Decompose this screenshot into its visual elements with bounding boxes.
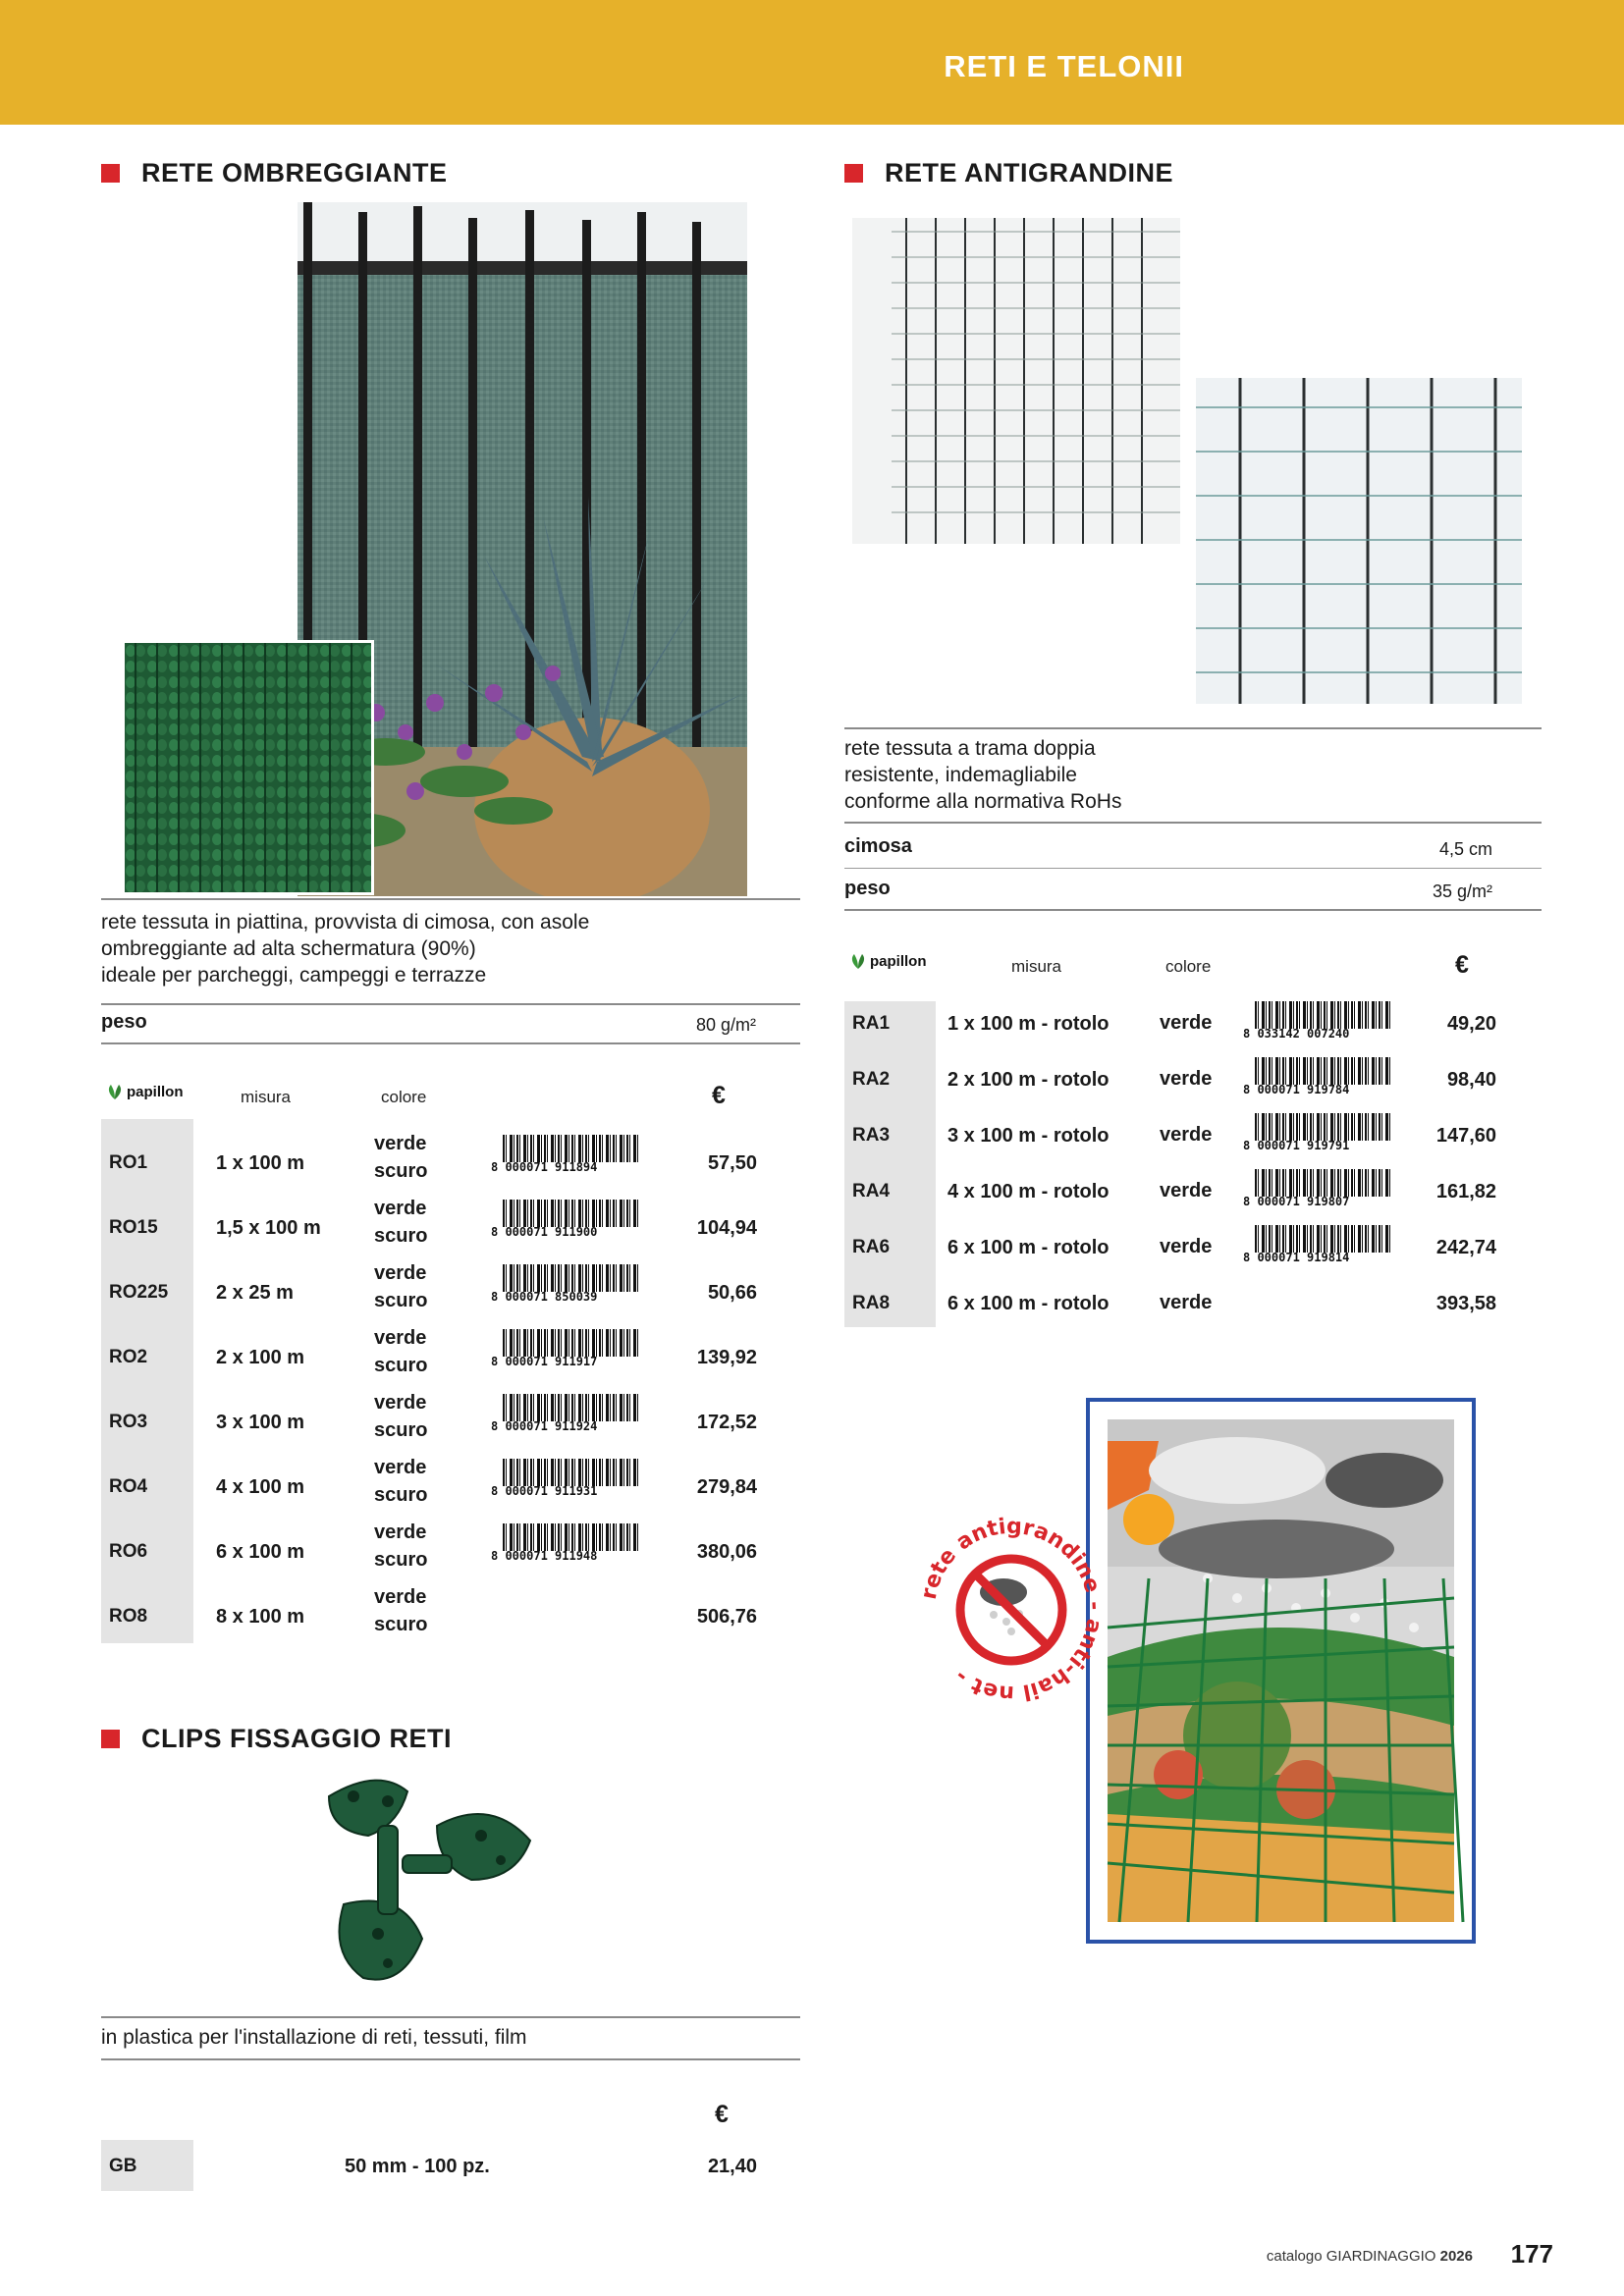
product-code: RO225	[109, 1282, 169, 1303]
barcode	[491, 1394, 642, 1433]
column-header-price: €	[715, 2101, 729, 2128]
product-code: RO6	[109, 1541, 148, 1562]
column-header-price: €	[712, 1082, 726, 1109]
barcode-number: 8 033142 007240	[1243, 1027, 1350, 1041]
divider	[101, 2016, 800, 2018]
barcode	[1243, 1057, 1394, 1096]
product-color	[374, 1195, 427, 1250]
product-price: 49,20	[1446, 1013, 1496, 1035]
barcode	[491, 1523, 642, 1563]
color-line: verde	[374, 1327, 427, 1349]
color-line: scuro	[374, 1419, 428, 1441]
product-code: RA4	[852, 1181, 891, 1201]
description-line: conforme alla normativa RoHs	[844, 790, 1122, 813]
barcode-bars	[503, 1200, 640, 1227]
product-price: 172,52	[696, 1412, 757, 1433]
papillon-logo	[848, 952, 927, 970]
shade-net-table-row	[101, 1392, 800, 1441]
description-line: rete tessuta a trama doppia	[844, 737, 1096, 760]
barcode-bars	[503, 1135, 640, 1162]
barcode-bars	[1255, 1225, 1392, 1253]
product-color	[374, 1519, 427, 1574]
divider	[101, 1042, 800, 1044]
color-line: verde	[374, 1522, 427, 1543]
hail-net-table-row	[844, 1285, 1542, 1328]
product-code: RA1	[852, 1013, 891, 1034]
barcode-bars	[1255, 1057, 1392, 1085]
product-price: 147,60	[1435, 1125, 1496, 1147]
spec-value-weight: 80 g/m²	[695, 1015, 756, 1035]
section-marker-icon	[101, 1730, 120, 1748]
barcode-bars	[1255, 1113, 1392, 1141]
barcode-bars	[503, 1329, 640, 1357]
anti-hail-badge	[913, 1512, 1110, 1708]
hail-net-table-row	[844, 1229, 1542, 1272]
leaf-icon	[105, 1083, 125, 1100]
barcode-number: 8 000071 919791	[1243, 1139, 1350, 1152]
product-color	[374, 1454, 427, 1509]
clips-title: CLIPS FISSAGGIO RETI	[141, 1724, 453, 1753]
hail-net-title: RETE ANTIGRANDINE	[885, 158, 1174, 187]
section-marker-icon	[844, 164, 863, 183]
barcode-number: 8 000071 850039	[491, 1290, 598, 1304]
product-size: 6 x 100 m - rotolo	[947, 1237, 1110, 1258]
catalog-name: GIARDINAGGIO	[1326, 2248, 1436, 2265]
divider	[844, 822, 1542, 824]
barcode	[491, 1459, 642, 1498]
product-size: 1 x 100 m - rotolo	[947, 1013, 1110, 1035]
shade-net-table-row	[101, 1198, 800, 1247]
section-title-shade-net	[101, 158, 448, 188]
shade-net-table-row	[101, 1327, 800, 1376]
barcode-number: 8 000071 911894	[491, 1160, 598, 1174]
barcode-bars	[1255, 1169, 1392, 1197]
divider	[844, 909, 1542, 911]
barcode-number: 8 000071 911900	[491, 1225, 598, 1239]
barcode-number: 8 000071 911948	[491, 1549, 598, 1563]
product-code: RA2	[852, 1069, 891, 1090]
product-price: 506,76	[696, 1606, 757, 1628]
shade-net-title: RETE OMBREGGIANTE	[141, 158, 448, 187]
product-price: 161,82	[1435, 1181, 1496, 1202]
color-line: scuro	[374, 1225, 428, 1247]
column-header-color: colore	[381, 1088, 427, 1106]
color-line: verde	[374, 1198, 427, 1219]
product-price: 279,84	[696, 1476, 757, 1498]
hail-net-table-row	[844, 1173, 1542, 1216]
product-color: verde	[1160, 1124, 1213, 1146]
product-price: 21,40	[707, 2156, 757, 2177]
papillon-logo	[105, 1083, 184, 1100]
shade-net-closeup-photo	[122, 640, 374, 895]
page-category-title: RETI E TELONII	[944, 49, 1184, 83]
barcode-number: 8 000071 919807	[1243, 1195, 1350, 1208]
divider	[101, 898, 800, 900]
product-code: RA8	[852, 1293, 891, 1313]
catalog-year: 2026	[1439, 2248, 1473, 2265]
product-code: RA6	[852, 1237, 891, 1257]
column-header-color: colore	[1165, 957, 1212, 976]
description-line: rete tessuta in piattina, provvista di cimosa, con asole	[101, 911, 590, 934]
product-code: RO1	[109, 1152, 148, 1173]
spec-label-weight: peso	[101, 1011, 147, 1033]
product-size: 2 x 100 m	[216, 1347, 305, 1368]
product-color: verde	[1160, 1180, 1213, 1201]
footer-catalog	[1267, 2248, 1473, 2265]
product-code: RA3	[852, 1125, 891, 1146]
hail-net-illustration	[1086, 1398, 1476, 1944]
product-size: 2 x 25 m	[216, 1282, 294, 1304]
product-color	[374, 1259, 427, 1314]
spec-value-selvage: 4,5 cm	[1438, 839, 1492, 859]
product-color	[374, 1324, 427, 1379]
barcode	[491, 1264, 642, 1304]
color-line: scuro	[374, 1614, 428, 1635]
barcode	[1243, 1001, 1394, 1041]
product-color	[374, 1583, 427, 1638]
brand-name: papillon	[870, 952, 927, 970]
shade-net-table-row	[101, 1133, 800, 1182]
divider	[101, 2058, 800, 2060]
barcode-bars	[503, 1394, 640, 1421]
product-code: RO3	[109, 1412, 148, 1432]
clips-table-row	[101, 2150, 800, 2193]
barcode-number: 8 000071 919814	[1243, 1251, 1350, 1264]
spec-label-weight: peso	[844, 878, 891, 899]
product-size: 50 mm - 100 pz.	[345, 2156, 490, 2177]
product-price: 104,94	[696, 1217, 757, 1239]
product-color: verde	[1160, 1068, 1213, 1090]
shade-net-table-row	[101, 1522, 800, 1571]
product-size: 4 x 100 m	[216, 1476, 305, 1498]
product-size: 6 x 100 m	[216, 1541, 305, 1563]
barcode	[491, 1329, 642, 1368]
product-color	[374, 1130, 427, 1185]
product-size: 2 x 100 m - rotolo	[947, 1069, 1110, 1091]
color-line: scuro	[374, 1549, 428, 1571]
barcode-number: 8 000071 911924	[491, 1419, 598, 1433]
barcode-bars	[503, 1264, 640, 1292]
column-header-price: €	[1455, 951, 1469, 979]
product-color: verde	[1160, 1012, 1213, 1034]
shade-net-description	[101, 909, 589, 988]
barcode-bars	[1255, 1001, 1392, 1029]
hail-net-photo-2	[1196, 378, 1522, 704]
divider	[101, 1003, 800, 1005]
barcode-bars	[503, 1459, 640, 1486]
badge-text: rete antigrandine - anti-hail net -	[916, 1514, 1108, 1706]
product-price: 57,50	[707, 1152, 757, 1174]
code-column-bg	[844, 1001, 936, 1327]
product-color	[374, 1389, 427, 1444]
color-line: verde	[374, 1133, 427, 1154]
product-size: 6 x 100 m - rotolo	[947, 1293, 1110, 1314]
column-header-size: misura	[241, 1088, 292, 1106]
product-price: 380,06	[696, 1541, 757, 1563]
color-line: scuro	[374, 1290, 428, 1311]
product-color: verde	[1160, 1236, 1213, 1257]
spec-value-weight: 35 g/m²	[1432, 881, 1492, 901]
product-code: RO4	[109, 1476, 148, 1497]
product-price: 98,40	[1446, 1069, 1496, 1091]
hail-net-table-row	[844, 1061, 1542, 1104]
divider	[844, 868, 1542, 869]
product-color: verde	[1160, 1292, 1213, 1313]
color-line: scuro	[374, 1355, 428, 1376]
description-line: resistente, indemagliabile	[844, 764, 1077, 786]
barcode	[1243, 1225, 1394, 1264]
shade-net-table-row	[101, 1457, 800, 1506]
barcode	[491, 1200, 642, 1239]
barcode	[491, 1135, 642, 1174]
hail-net-description	[844, 735, 1121, 815]
clips-description: in plastica per l'installazione di reti, tessuti, film	[101, 2026, 527, 2049]
page-number: 177	[1510, 2239, 1553, 2269]
product-price: 393,58	[1435, 1293, 1496, 1314]
product-price: 50,66	[707, 1282, 757, 1304]
hail-net-table-row	[844, 1117, 1542, 1160]
section-marker-icon	[101, 164, 120, 183]
section-title-hail-net	[844, 158, 1173, 188]
clips-photo	[309, 1767, 545, 1993]
brand-name: papillon	[127, 1083, 184, 1100]
product-size: 8 x 100 m	[216, 1606, 305, 1628]
product-price: 139,92	[696, 1347, 757, 1368]
shade-net-table-row	[101, 1586, 800, 1635]
barcode-number: 8 000071 911917	[491, 1355, 598, 1368]
product-code: GB	[109, 2156, 137, 2176]
shade-net-table-row	[101, 1262, 800, 1311]
description-line: ideale per parcheggi, campeggi e terrazze	[101, 964, 487, 987]
section-title-clips	[101, 1724, 452, 1754]
product-price: 242,74	[1435, 1237, 1496, 1258]
color-line: verde	[374, 1457, 427, 1478]
product-code: RO15	[109, 1217, 158, 1238]
barcode-number: 8 000071 911931	[491, 1484, 598, 1498]
product-size: 1,5 x 100 m	[216, 1217, 321, 1239]
barcode	[1243, 1113, 1394, 1152]
leaf-icon	[848, 952, 868, 970]
hail-net-table-row	[844, 1005, 1542, 1048]
header-bar	[0, 0, 1624, 125]
product-size: 4 x 100 m - rotolo	[947, 1181, 1110, 1202]
product-code: RO8	[109, 1606, 148, 1627]
color-line: verde	[374, 1392, 427, 1414]
barcode	[1243, 1169, 1394, 1208]
column-header-size: misura	[1011, 957, 1062, 976]
hail-net-photo-1	[852, 218, 1180, 544]
color-line: verde	[374, 1586, 427, 1608]
description-line: ombreggiante ad alta schermatura (90%)	[101, 937, 476, 960]
product-size: 1 x 100 m	[216, 1152, 305, 1174]
divider	[844, 727, 1542, 729]
color-line: scuro	[374, 1160, 428, 1182]
product-size: 3 x 100 m - rotolo	[947, 1125, 1110, 1147]
product-code: RO2	[109, 1347, 148, 1367]
barcode-bars	[503, 1523, 640, 1551]
catalog-prefix: catalogo	[1266, 2248, 1326, 2265]
product-size: 3 x 100 m	[216, 1412, 305, 1433]
spec-label-selvage: cimosa	[844, 835, 912, 857]
barcode-number: 8 000071 919784	[1243, 1083, 1350, 1096]
color-line: scuro	[374, 1484, 428, 1506]
color-line: verde	[374, 1262, 427, 1284]
